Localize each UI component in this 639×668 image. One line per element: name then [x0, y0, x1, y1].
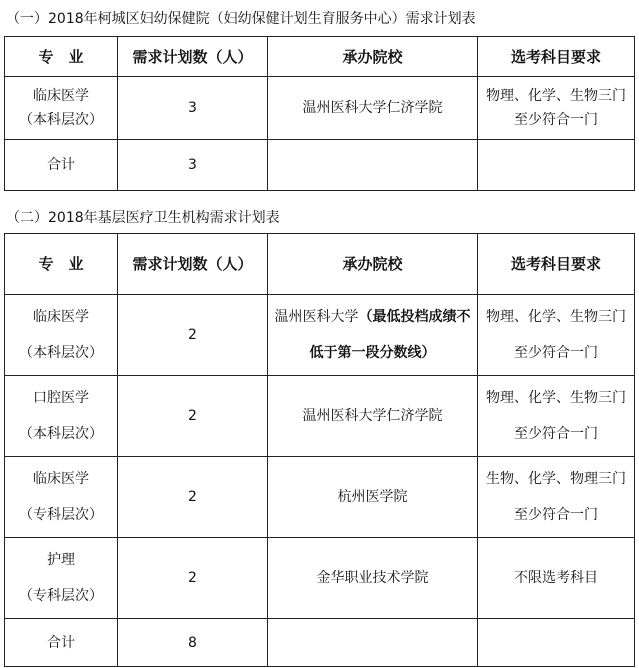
- empty-cell: [478, 619, 635, 667]
- header-major: 专 业: [5, 234, 118, 295]
- header-school: 承办院校: [268, 234, 478, 295]
- school-cell: 温州医科大学仁济学院: [268, 376, 478, 457]
- header-count: 需求计划数（人）: [118, 234, 268, 295]
- major-level: （本科层次）: [19, 345, 103, 361]
- table-row-total: [5, 619, 635, 667]
- major-level: （本科层次）: [19, 112, 103, 128]
- school-cell: 温州医科大学仁济学院: [268, 77, 478, 140]
- header-school: 承办院校: [268, 37, 478, 77]
- subjects-cell: 物理、化学、生物三门至少符合一门: [478, 376, 635, 457]
- empty-cell: [478, 140, 635, 191]
- major-cell: [5, 457, 118, 538]
- table2-caption: （二）2018年基层医疗卫生机构需求计划表: [6, 210, 280, 226]
- count-cell: 2: [118, 295, 268, 376]
- table-row: [5, 538, 635, 619]
- table-row: [5, 376, 635, 457]
- school-cell: [268, 295, 478, 376]
- major-name: 临床医学: [33, 88, 89, 104]
- major-cell: [5, 376, 118, 457]
- total-count: 8: [118, 619, 268, 667]
- empty-cell: [268, 140, 478, 191]
- table2-header-row: [5, 234, 635, 295]
- count-cell: 2: [118, 376, 268, 457]
- total-label: 合计: [5, 619, 118, 667]
- empty-cell: [268, 619, 478, 667]
- school-cell: 杭州医学院: [268, 457, 478, 538]
- table1-caption: （一）2018年柯城区妇幼保健院（妇幼保健计划生育服务中心）需求计划表: [6, 11, 476, 27]
- major-name: 护理: [47, 552, 75, 568]
- count-cell: 2: [118, 538, 268, 619]
- major-level: （专科层次）: [19, 588, 103, 604]
- major-cell: [5, 295, 118, 376]
- subjects-cell: 物理、化学、生物三门至少符合一门: [478, 77, 635, 140]
- header-subjects: 选考科目要求: [478, 37, 635, 77]
- count-cell: 3: [118, 77, 268, 140]
- subjects-cell: 生物、化学、物理三门至少符合一门: [478, 457, 635, 538]
- table-row: [5, 457, 635, 538]
- school-cell: 金华职业技术学院: [268, 538, 478, 619]
- major-cell: [5, 77, 118, 140]
- table-row-total: [5, 140, 635, 191]
- table-row: [5, 295, 635, 376]
- major-cell: [5, 538, 118, 619]
- school-note: （最低投档成绩不低于第一段分数线）: [309, 309, 471, 361]
- count-cell: 2: [118, 457, 268, 538]
- major-name: 口腔医学: [33, 390, 89, 406]
- header-count: 需求计划数（人）: [118, 37, 268, 77]
- total-label: 合计: [5, 140, 118, 191]
- subjects-cell: 不限选考科目: [478, 538, 635, 619]
- header-major: 专 业: [5, 37, 118, 77]
- subjects-cell: 物理、化学、生物三门至少符合一门: [478, 295, 635, 376]
- table2: [4, 233, 635, 667]
- total-count: 3: [118, 140, 268, 191]
- table1-header-row: [5, 37, 635, 77]
- table1: [4, 36, 635, 191]
- header-subjects: 选考科目要求: [478, 234, 635, 295]
- major-name: 临床医学: [33, 309, 89, 325]
- major-name: 临床医学: [33, 471, 89, 487]
- major-level: （本科层次）: [19, 426, 103, 442]
- school-name: 温州医科大学: [274, 309, 359, 325]
- table-row: [5, 77, 635, 140]
- major-level: （专科层次）: [19, 507, 103, 523]
